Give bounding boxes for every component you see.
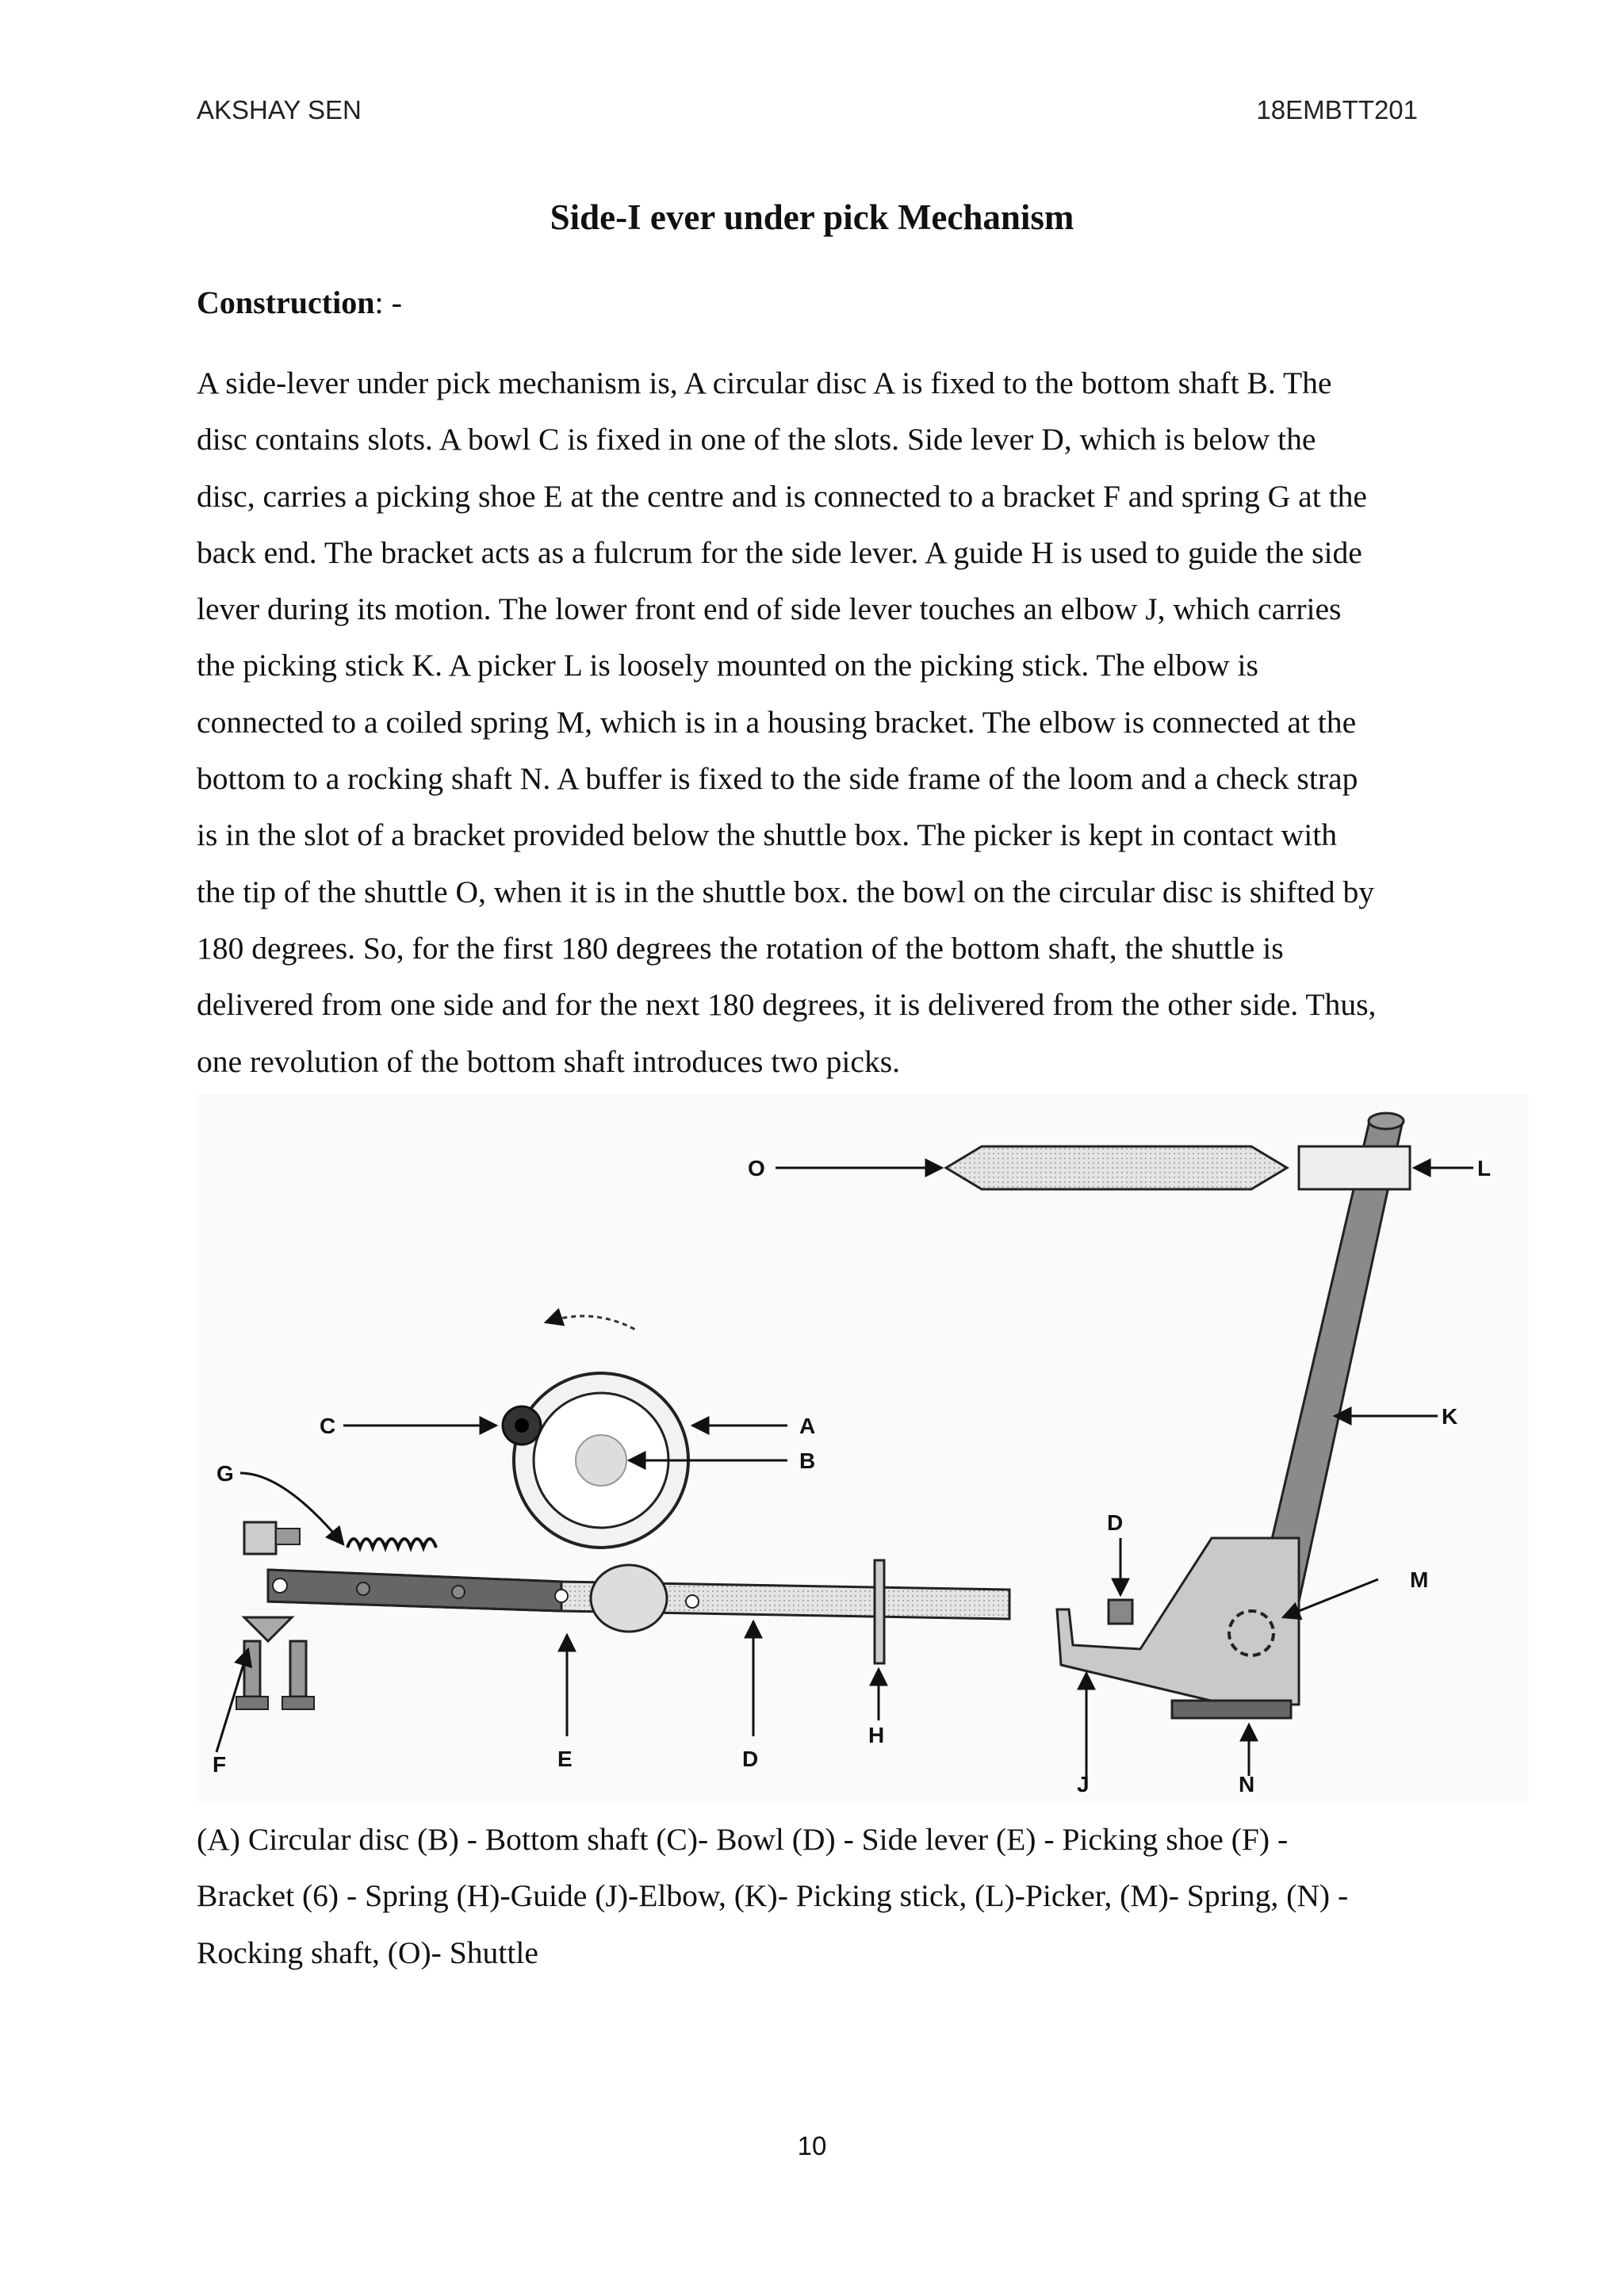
- body-paragraph: [197, 355, 1434, 1090]
- label-D-bottom: D: [742, 1747, 759, 1771]
- label-N: N: [1239, 1772, 1255, 1797]
- section-suffix: : -: [374, 285, 402, 320]
- shuttle: [946, 1146, 1287, 1189]
- picker: [1299, 1146, 1410, 1189]
- mechanism-diagram: [197, 1094, 1529, 1801]
- body-line: one revolution of the bottom shaft introduces two picks.: [197, 1043, 901, 1079]
- body-line: disc contains slots. A bowl C is fixed in one of the slots. Side lever D, which is below the: [197, 422, 1316, 457]
- section-heading: Construction: [197, 285, 375, 320]
- caption-line: Rocking shaft, (O)- Shuttle: [197, 1934, 538, 1970]
- rocking-shaft: [1172, 1701, 1291, 1718]
- caption-line: Bracket (6) - Spring (H)-Guide (J)-Elbow, (K)- Picking stick, (L)-Picker, (M)- Spring, (N) -: [197, 1878, 1349, 1914]
- bottom-shaft: [576, 1435, 626, 1486]
- body-line: connected to a coiled spring M, which is in a housing bracket. The elbow is connected at the: [197, 704, 1357, 740]
- label-M: M: [1410, 1567, 1429, 1592]
- label-D-top: D: [1107, 1510, 1124, 1535]
- section-heading-row: [197, 284, 402, 321]
- body-line: delivered from one side and for the next 180 degrees, it is delivered from the other side. Thus,: [197, 987, 1377, 1023]
- body-line: disc, carries a picking shoe E at the centre and is connected to a bracket F and spring G at the: [197, 478, 1367, 514]
- label-H: H: [868, 1723, 885, 1747]
- label-L: L: [1477, 1156, 1492, 1181]
- label-B: B: [799, 1448, 816, 1473]
- label-K: K: [1442, 1404, 1458, 1429]
- body-line: is in the slot of a bracket provided below the shuttle box. The picker is kept in contact with: [197, 817, 1338, 853]
- label-E: E: [557, 1747, 573, 1771]
- header-code: 18EMBTT201: [1256, 95, 1418, 124]
- label-G: G: [216, 1461, 234, 1486]
- body-line: 180 degrees. So, for the first 180 degrees the rotation of the bottom shaft, the shuttle is: [197, 930, 1284, 966]
- body-line: bottom to a rocking shaft N. A buffer is fixed to the side frame of the loom and a check strap: [197, 761, 1358, 797]
- label-J: J: [1077, 1772, 1090, 1797]
- figure-caption: [197, 1812, 1434, 1981]
- side-lever-tip: [1109, 1600, 1132, 1624]
- guide: [875, 1560, 884, 1663]
- label-A: A: [799, 1414, 816, 1438]
- label-C: C: [320, 1414, 336, 1438]
- label-O: O: [748, 1156, 765, 1181]
- header-author: AKSHAY SEN: [197, 95, 362, 124]
- body-line: the tip of the shuttle O, when it is in the shuttle box. the bowl on the circular disc is shifted by: [197, 874, 1375, 909]
- page-title: Side-I ever under pick Mechanism: [550, 197, 1074, 237]
- label-F: F: [213, 1752, 227, 1777]
- body-line: lever during its motion. The lower front end of side lever touches an elbow J, which carries: [197, 591, 1342, 627]
- page-number: 10: [797, 2131, 827, 2160]
- body-line: the picking stick K. A picker L is loosely mounted on the picking stick. The elbow is: [197, 648, 1258, 683]
- body-line: A side-lever under pick mechanism is, A circular disc A is fixed to the bottom shaft B. The: [197, 365, 1332, 400]
- picking-shoe: [591, 1565, 667, 1632]
- body-line: back end. The bracket acts as a fulcrum for the side lever. A guide H is used to guide the side: [197, 534, 1362, 570]
- caption-line: (A) Circular disc (B) - Bottom shaft (C)- Bowl (D) - Side lever (E) - Picking shoe (F) -: [197, 1822, 1289, 1857]
